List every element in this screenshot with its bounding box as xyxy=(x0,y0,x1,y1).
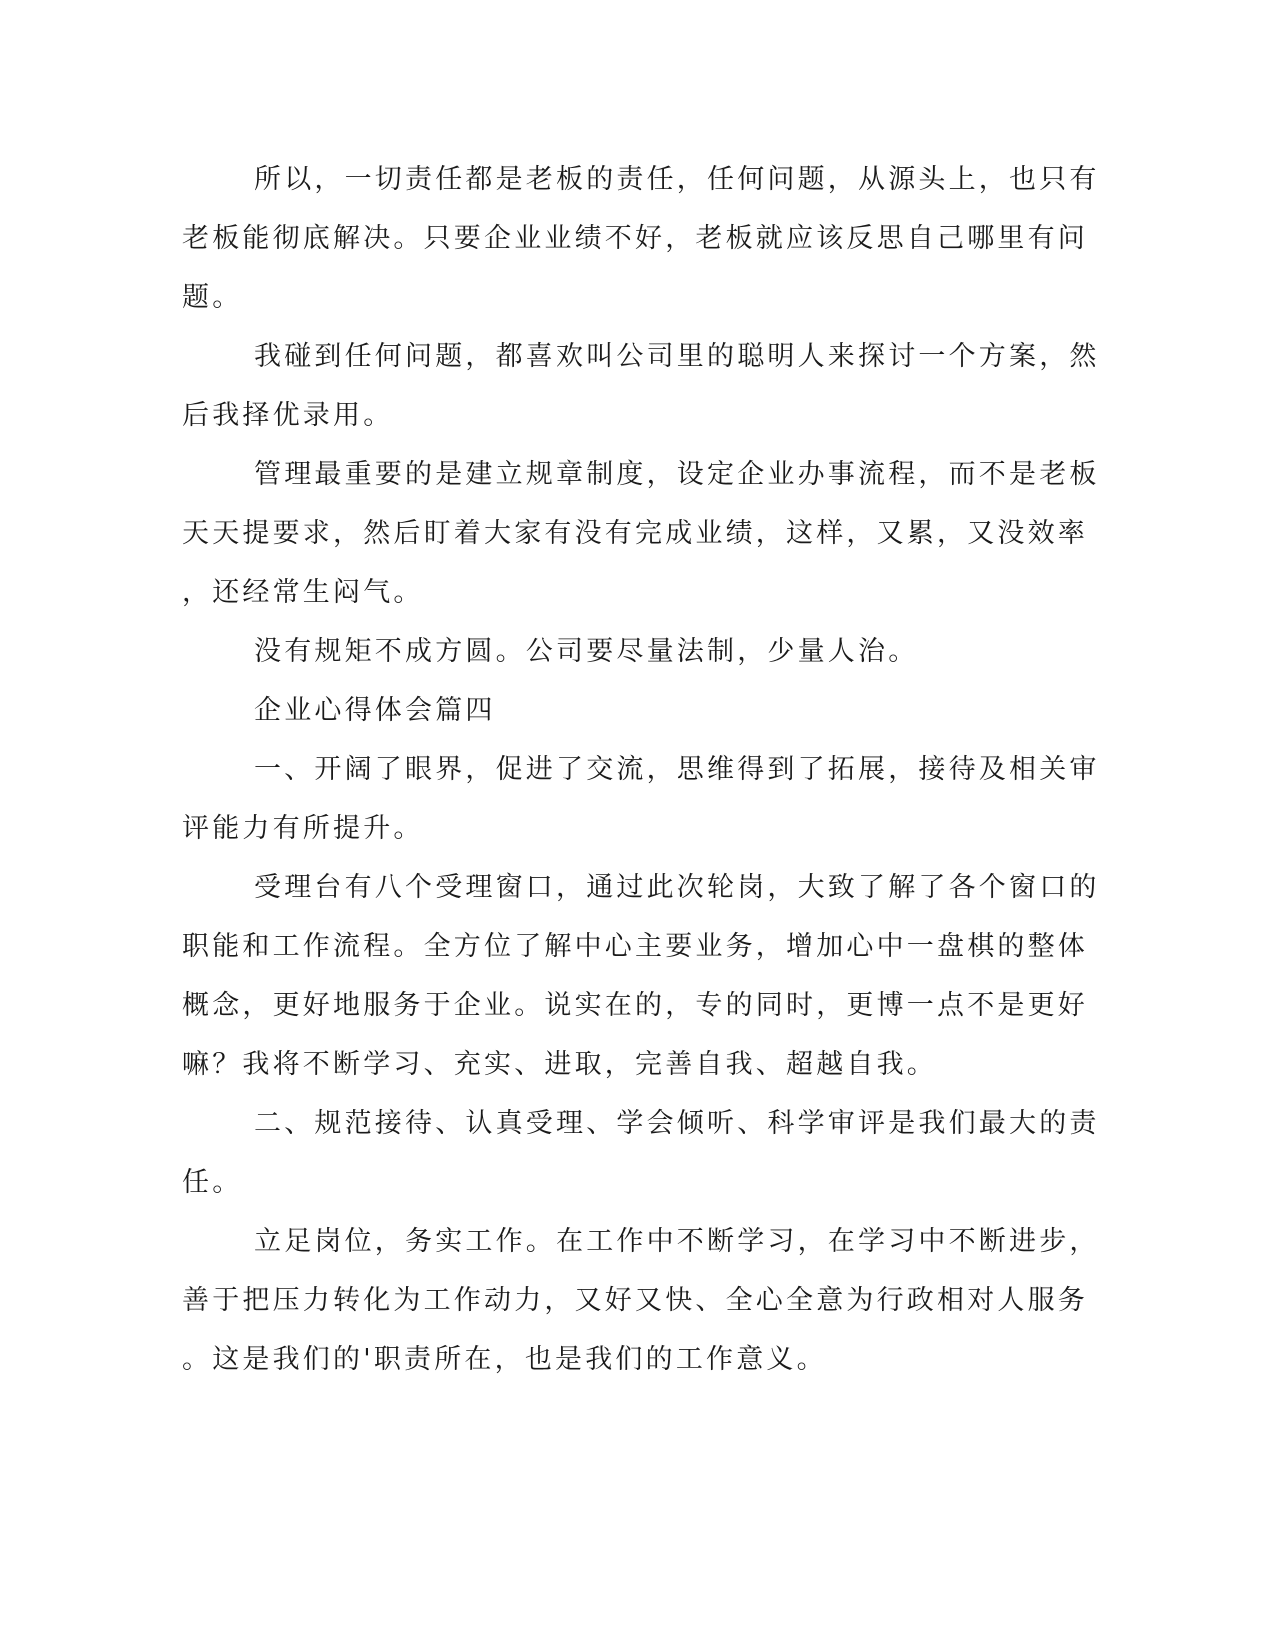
text-line: 我碰到任何问题，都喜欢叫公司里的聪明人来探讨一个方案，然 xyxy=(254,341,1100,372)
section-heading: 企业心得体会篇四 xyxy=(254,695,496,726)
text-line: 任。 xyxy=(182,1167,243,1198)
text-line: 题。 xyxy=(182,282,243,313)
text-line: 职能和工作流程。全方位了解中心主要业务，增加心中一盘棋的整体 xyxy=(182,931,1088,962)
text-line: 评能力有所提升。 xyxy=(182,813,424,844)
text-line: 。这是我们的'职责所在，也是我们的工作意义。 xyxy=(182,1344,827,1375)
text-line: 管理最重要的是建立规章制度，设定企业办事流程，而不是老板 xyxy=(254,459,1100,490)
text-line: 所以，一切责任都是老板的责任，任何问题，从源头上，也只有 xyxy=(254,164,1100,195)
text-line: 概念，更好地服务于企业。说实在的，专的同时，更博一点不是更好 xyxy=(182,990,1088,1021)
text-line: 一、开阔了眼界，促进了交流，思维得到了拓展，接待及相关审 xyxy=(254,754,1100,785)
text-line: 善于把压力转化为工作动力，又好又快、全心全意为行政相对人服务 xyxy=(182,1285,1088,1316)
text-line: 受理台有八个受理窗口，通过此次轮岗，大致了解了各个窗口的 xyxy=(254,872,1100,903)
text-line: 二、规范接待、认真受理、学会倾听、科学审评是我们最大的责 xyxy=(254,1108,1100,1139)
text-line: 嘛？我将不断学习、充实、进取，完善自我、超越自我。 xyxy=(182,1049,937,1080)
text-line: 立足岗位，务实工作。在工作中不断学习，在学习中不断进步， xyxy=(254,1226,1100,1257)
text-line: 没有规矩不成方圆。公司要尽量法制，少量人治。 xyxy=(254,636,919,667)
text-line: 天天提要求，然后盯着大家有没有完成业绩，这样，又累，又没效率 xyxy=(182,518,1088,549)
text-line: 老板能彻底解决。只要企业业绩不好，老板就应该反思自己哪里有问 xyxy=(182,223,1088,254)
text-line: 后我择优录用。 xyxy=(182,400,394,431)
text-line: ，还经常生闷气。 xyxy=(182,577,424,608)
